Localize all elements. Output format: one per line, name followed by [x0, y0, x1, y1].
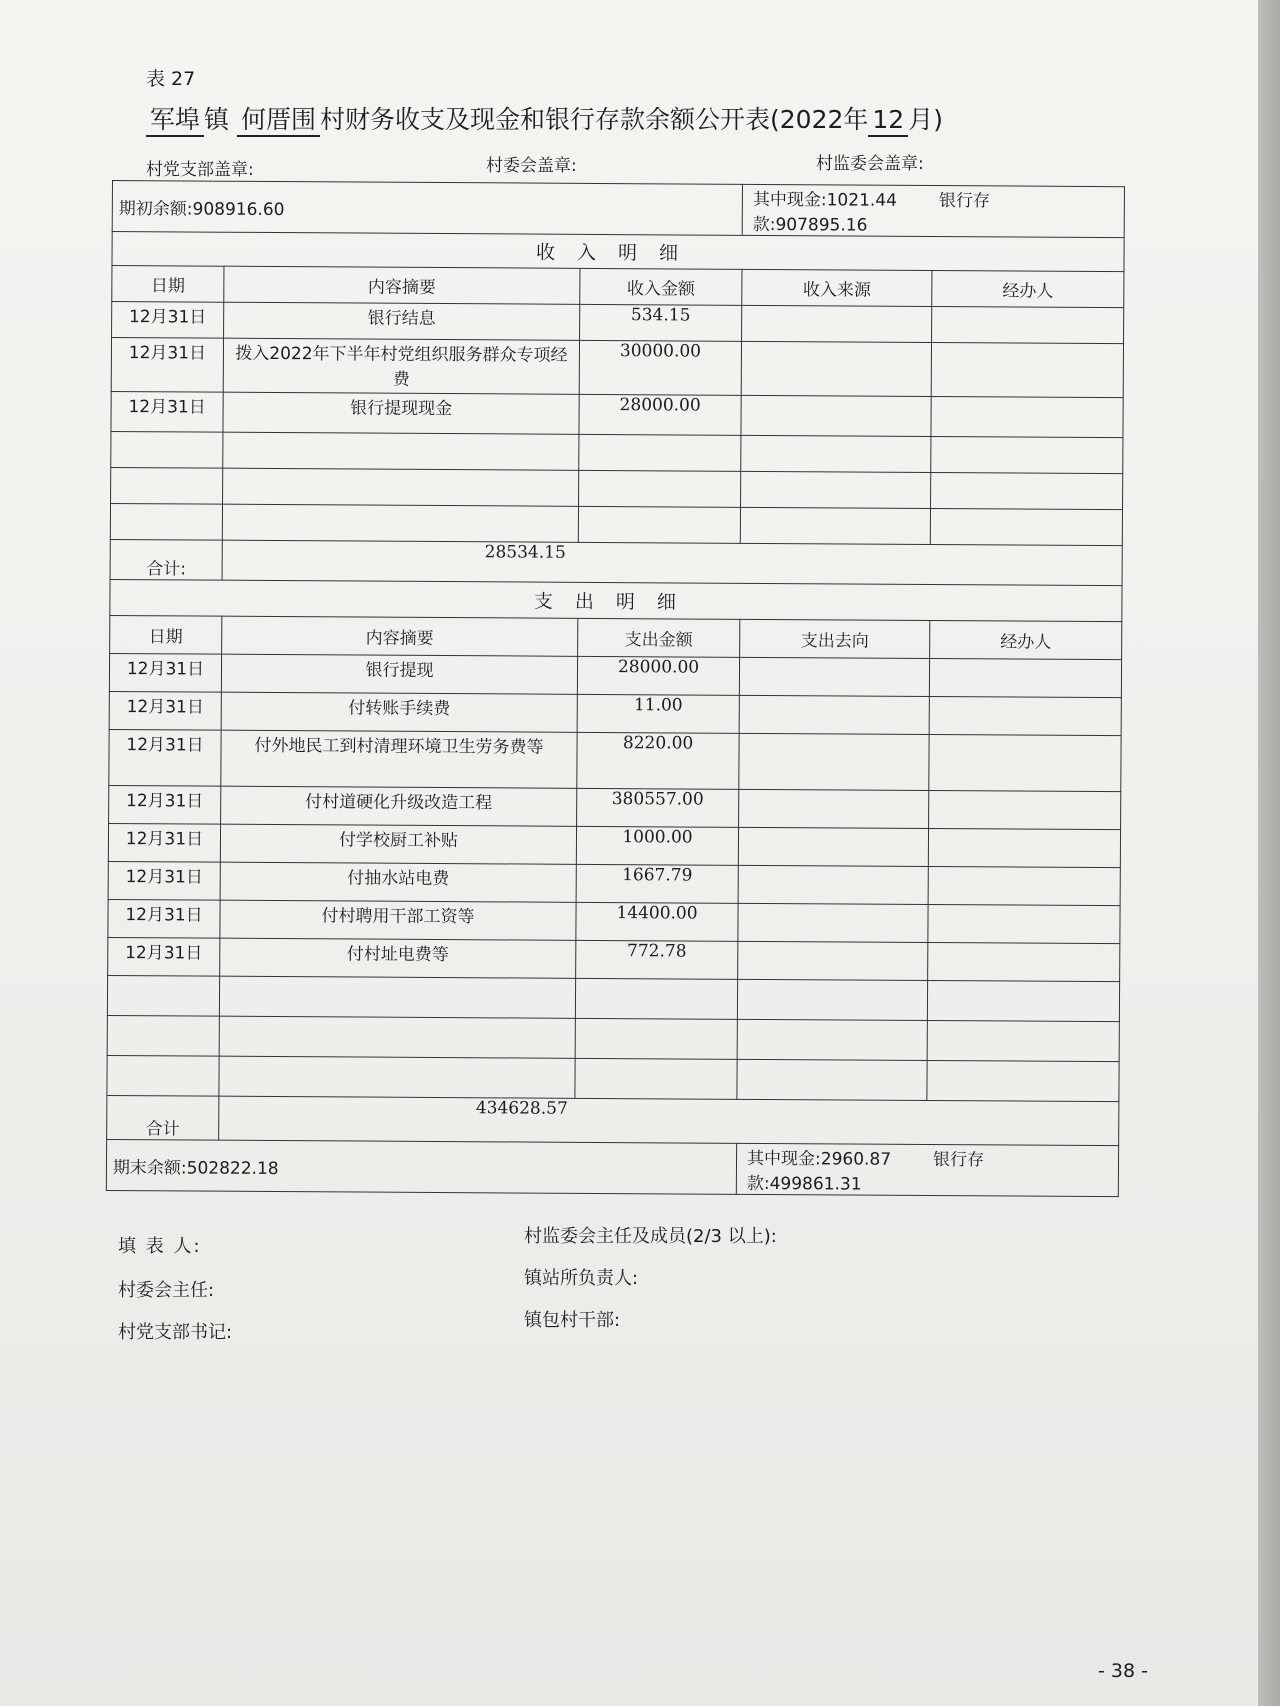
town-cadre-label: 镇包村干部:	[524, 1310, 621, 1331]
income-source	[740, 507, 930, 544]
expense-dest	[739, 695, 929, 734]
expense-row	[108, 861, 1120, 905]
expense-dest	[738, 827, 928, 866]
expense-amount	[575, 978, 737, 1019]
party-seal-label: 村党支部盖章:	[146, 160, 254, 180]
expense-total-label: 合计	[107, 1095, 219, 1140]
expense-handler	[929, 791, 1121, 830]
station-head-label: 镇站所负责人:	[524, 1268, 639, 1289]
income-amount	[579, 434, 741, 471]
income-header-source: 收入来源	[742, 269, 932, 306]
expense-amount: 1667.79	[576, 864, 738, 903]
income-desc: 银行提现现金	[223, 392, 579, 434]
title-tail: 月)	[908, 105, 943, 134]
expense-desc: 银行提现	[221, 654, 577, 694]
expense-row	[109, 653, 1121, 697]
expense-dest	[739, 733, 929, 790]
expense-handler	[928, 866, 1120, 905]
finance-table	[106, 180, 1125, 1197]
expense-dest	[738, 865, 928, 904]
supervision-members-label: 村监委会主任及成员(2/3 以上):	[524, 1226, 777, 1247]
expense-row	[109, 691, 1121, 735]
closing-balance-row	[106, 1139, 1118, 1196]
opening-bank: 银行存款:907895.16	[752, 191, 991, 236]
expense-row	[109, 729, 1121, 791]
income-total-value: 28534.15	[222, 540, 1122, 585]
income-desc	[223, 432, 579, 470]
page-edge	[1258, 0, 1280, 1706]
expense-row	[107, 1015, 1119, 1061]
expense-desc: 付村址电费等	[220, 938, 576, 978]
expense-desc: 付村道硬化升级改造工程	[221, 786, 577, 826]
committee-seal-label: 村委会盖章:	[486, 156, 577, 176]
title-town: 军埠	[146, 106, 204, 137]
expense-dest	[738, 903, 928, 942]
expense-date: 12月31日	[109, 691, 221, 730]
income-handler	[930, 509, 1122, 546]
expense-desc	[219, 1056, 575, 1098]
expense-header-handler: 经办人	[930, 621, 1122, 660]
opening-cash: 其中现金:1021.44	[752, 189, 898, 211]
income-source	[741, 471, 931, 508]
closing-bank: 银行存款:499861.31	[746, 1150, 985, 1195]
income-handler	[931, 473, 1123, 510]
expense-amount: 14400.00	[576, 902, 738, 941]
income-handler	[931, 397, 1123, 438]
expense-dest	[737, 1019, 927, 1060]
income-header-handler: 经办人	[932, 271, 1124, 308]
opening-balance-row	[112, 181, 1124, 238]
expense-desc	[219, 976, 575, 1018]
income-header-desc: 内容摘要	[224, 266, 580, 304]
expense-header-date: 日期	[110, 615, 222, 654]
expense-date: 12月31日	[108, 899, 220, 938]
expense-total-row	[107, 1095, 1119, 1145]
expense-date: 12月31日	[109, 785, 221, 824]
income-header-row	[112, 266, 1124, 308]
income-row	[111, 338, 1123, 398]
expense-date	[107, 1015, 219, 1056]
expense-dest	[739, 657, 929, 696]
expense-row	[108, 899, 1120, 943]
expense-row	[107, 1055, 1119, 1101]
income-handler	[931, 343, 1123, 398]
expense-total-value: 434628.57	[219, 1096, 1119, 1145]
income-row	[111, 467, 1123, 509]
expense-desc	[219, 1016, 575, 1058]
income-source	[741, 395, 931, 436]
income-total-row	[110, 539, 1122, 585]
expense-desc: 付学校厨工补贴	[220, 824, 576, 864]
title-middle: 村财务收支及现金和银行存款余额公开表(2022年	[320, 105, 869, 134]
expense-handler	[927, 1060, 1119, 1101]
opening-cash-bank	[742, 184, 1124, 237]
table-number: 表 27	[146, 68, 196, 90]
expense-date	[107, 975, 219, 1016]
filler-label: 填 表 人:	[118, 1236, 202, 1257]
expense-date: 12月31日	[108, 823, 220, 862]
expense-date: 12月31日	[108, 937, 220, 976]
income-handler	[932, 307, 1124, 344]
expense-handler	[927, 1020, 1119, 1061]
income-desc: 银行结息	[224, 302, 580, 340]
expense-dest	[737, 1059, 927, 1100]
expense-amount: 28000.00	[577, 656, 739, 695]
document-title	[146, 100, 943, 137]
expense-header-row	[110, 615, 1122, 659]
expense-date	[107, 1055, 219, 1096]
expense-dest	[738, 941, 928, 980]
title-village: 何厝围	[237, 106, 320, 137]
expense-header-desc: 内容摘要	[222, 616, 578, 656]
income-section-title: 收入明细	[112, 232, 1124, 272]
expense-desc: 付外地民工到村清理环境卫生劳务费等	[221, 730, 577, 788]
expense-dest	[739, 789, 929, 828]
expense-desc: 付转账手续费	[221, 692, 577, 732]
expense-section-title: 支出明细	[110, 579, 1122, 621]
expense-row	[108, 823, 1120, 867]
committee-director-label: 村委会主任:	[118, 1280, 215, 1301]
income-desc: 拨入2022年下半年村党组织服务群众专项经费	[223, 338, 579, 394]
income-source	[742, 305, 932, 342]
expense-handler	[929, 735, 1121, 792]
opening-total: 期初余额:908916.60	[112, 181, 742, 236]
closing-cash: 其中现金:2960.87	[747, 1148, 892, 1170]
income-total-label: 合计:	[110, 539, 222, 580]
expense-amount: 11.00	[577, 694, 739, 733]
income-amount: 28000.00	[579, 394, 741, 435]
income-date	[110, 503, 222, 540]
income-row	[111, 431, 1123, 473]
title-month: 12	[868, 106, 908, 137]
income-row	[110, 503, 1122, 545]
expense-amount: 1000.00	[576, 826, 738, 865]
income-source	[741, 341, 931, 396]
expense-date: 12月31日	[108, 861, 220, 900]
income-date: 12月31日	[112, 302, 224, 339]
income-amount	[578, 506, 740, 543]
closing-cash-bank	[736, 1143, 1118, 1196]
income-row	[111, 391, 1123, 437]
income-amount: 30000.00	[579, 340, 741, 395]
expense-handler	[928, 829, 1120, 868]
income-header-date: 日期	[112, 266, 224, 303]
expense-amount: 772.78	[576, 940, 738, 979]
expense-row	[107, 975, 1119, 1021]
income-date	[111, 431, 223, 468]
expense-handler	[929, 697, 1121, 736]
income-header-amount: 收入金额	[580, 268, 742, 305]
title-town-suffix: 镇	[204, 105, 230, 134]
income-handler	[931, 437, 1123, 474]
expense-amount: 380557.00	[577, 788, 739, 827]
income-source	[741, 435, 931, 472]
expense-amount	[575, 1018, 737, 1059]
expense-row	[109, 785, 1121, 829]
income-date: 12月31日	[111, 391, 223, 432]
expense-row	[108, 937, 1120, 981]
page-number: - 38 -	[1098, 1660, 1148, 1682]
income-date	[111, 467, 223, 504]
expense-amount	[575, 1058, 737, 1099]
expense-amount: 8220.00	[577, 732, 739, 789]
income-amount: 534.15	[580, 304, 742, 341]
party-secretary-label: 村党支部书记:	[118, 1322, 233, 1343]
expense-handler	[928, 904, 1120, 943]
income-desc	[223, 468, 579, 506]
income-amount	[579, 470, 741, 507]
income-date: 12月31日	[111, 338, 223, 393]
expense-dest	[737, 979, 927, 1020]
expense-handler	[928, 942, 1120, 981]
income-desc	[222, 504, 578, 542]
expense-desc: 付抽水站电费	[220, 862, 576, 902]
supervision-seal-label: 村监委会盖章:	[816, 154, 924, 174]
income-row	[112, 302, 1124, 344]
expense-desc: 付村聘用干部工资等	[220, 900, 576, 940]
expense-header-amount: 支出金额	[578, 618, 740, 657]
expense-date: 12月31日	[109, 729, 221, 786]
expense-handler	[929, 659, 1121, 698]
closing-total: 期末余额:502822.18	[106, 1139, 736, 1194]
expense-date: 12月31日	[109, 653, 221, 692]
expense-handler	[927, 980, 1119, 1021]
expense-header-dest: 支出去向	[740, 619, 930, 658]
